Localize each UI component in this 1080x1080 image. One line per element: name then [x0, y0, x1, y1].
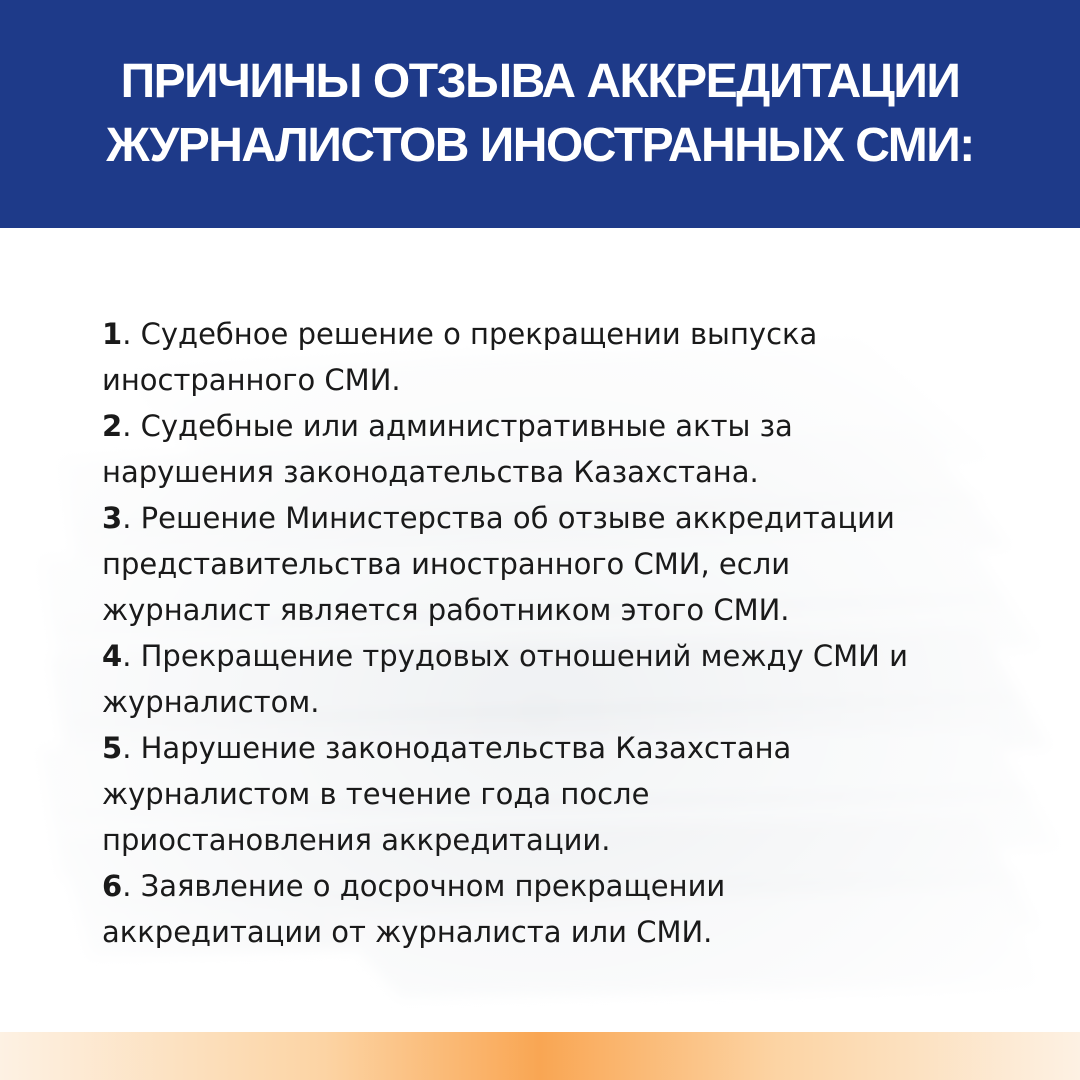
list-item-continuation: нарушения законодательства Казахстана. [102, 455, 759, 489]
list-item [102, 495, 1002, 541]
item-text: . Судебные или административные акты за [122, 409, 793, 443]
list-item-continuation: представительства иностранного СМИ, если [102, 547, 791, 581]
list-item [102, 633, 1002, 679]
footer-gradient-bar [0, 1032, 1080, 1080]
item-number: 2 [102, 409, 123, 443]
item-number: 6 [102, 869, 123, 903]
item-number: 5 [102, 731, 123, 765]
list-item-continuation: аккредитации от журналиста или СМИ. [102, 915, 713, 949]
item-text: . Решение Министерства об отзыве аккредитации [122, 501, 895, 535]
list-item [102, 311, 1002, 357]
reasons-list [102, 311, 1002, 955]
list-item [102, 725, 1002, 771]
item-number: 3 [102, 501, 123, 535]
item-text: . Нарушение законодательства Казахстана [122, 731, 792, 765]
list-item-continuation: журналист является работником этого СМИ. [102, 593, 790, 627]
item-number: 4 [102, 639, 123, 673]
item-text: . Судебное решение о прекращении выпуска [122, 317, 818, 351]
item-text: . Заявление о досрочном прекращении [122, 869, 726, 903]
page-title-line-2: ЖУРНАЛИСТОВ ИНОСТРАННЫХ СМИ: [106, 119, 974, 172]
list-item-continuation: приостановления аккредитации. [102, 823, 611, 857]
list-item [102, 863, 1002, 909]
item-text: . Прекращение трудовых отношений между СМИ и [122, 639, 908, 673]
list-item-continuation: журналистом. [102, 685, 320, 719]
header-banner [0, 0, 1080, 228]
item-number: 1 [102, 317, 123, 351]
page-title-line-1: ПРИЧИНЫ ОТЗЫВА АККРЕДИТАЦИИ [120, 55, 960, 108]
list-item-continuation: журналистом в течение года после [102, 777, 650, 811]
list-item-continuation: иностранного СМИ. [102, 363, 401, 397]
list-item [102, 403, 1002, 449]
